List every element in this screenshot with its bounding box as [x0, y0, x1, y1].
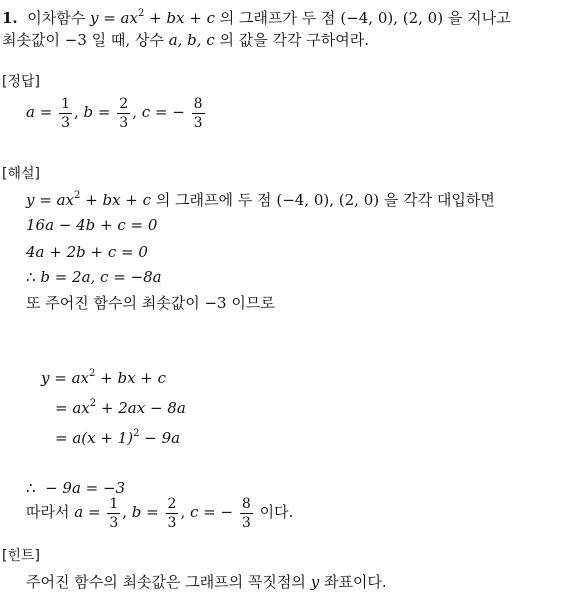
fraction: $\frac{8}{3}$ — [193, 95, 203, 131]
derivation-line-1: $y = ax^2$ + bx + c — [41, 368, 167, 387]
solution-equation-2: 4a + 2b + c = 0 — [26, 243, 148, 261]
problem-min-value: −3 — [64, 31, 87, 49]
hint-label: [힌트] — [2, 548, 40, 564]
problem-line-1 — [2, 8, 511, 28]
problem-equation: $y = ax^2$ + bx + c — [89, 8, 215, 27]
therefore-symbol: ∴ — [26, 479, 36, 497]
problem-text: 을 지나고 — [447, 9, 511, 27]
solution-label: [해설] — [2, 166, 40, 182]
fraction: $\frac{8}{3}$ — [241, 495, 251, 531]
solution-equation-1: 16a − 4b + c = 0 — [26, 216, 158, 234]
answer-label: [정답] — [2, 74, 40, 90]
problem-text: 최솟값이 — [2, 31, 60, 49]
derivation-line-2: = $ax^2 + 2ax - 8a$ — [55, 398, 186, 417]
solution-line-5: 또 주어진 함수의 최솟값이 −3 이므로 — [26, 294, 275, 312]
problem-points: (−4, 0), (2, 0) — [340, 9, 444, 27]
fraction: $\frac{2}{3}$ — [167, 495, 177, 531]
problem-text: 일 때, 상수 — [91, 31, 164, 49]
problem-text: 이차함수 — [27, 9, 86, 27]
derivation-line-3: = $a(x + 1)^2 - 9a$ — [55, 428, 181, 447]
solution-line-4: ∴ b = 2a, c = −8a — [26, 268, 162, 286]
problem-number: 1. — [2, 9, 18, 27]
fraction: $\frac{2}{3}$ — [119, 95, 129, 131]
solution-line-1: $y = ax^2$ + bx + c 의 그래프에 두 점 (−4, 0), (2, 0) 을 각각 대입하면 — [26, 190, 495, 209]
problem-text: 의 그래프가 두 점 — [219, 9, 336, 27]
fraction: $\frac{1}{3}$ — [61, 95, 70, 131]
therefore-symbol: ∴ — [26, 268, 36, 286]
problem-text: 의 값을 각각 구하여라. — [219, 31, 369, 49]
hint-text: 주어진 함수의 최솟값은 그래프의 꼭짓점의 y 좌표이다. — [26, 573, 387, 591]
solution-line-6: ∴ − 9a = −3 — [26, 479, 126, 497]
solution-final: 따라서 a = $\frac{1}{3}$ , b = $\frac{2}{3}$ , c = − $\frac{8}{3}$ 이다. — [26, 495, 294, 531]
answer-values: a = $\frac{1}{3}$ , b = $\frac{2}{3}$ , c = − $\frac{8}{3}$ — [26, 95, 203, 131]
problem-vars: a, b, c — [168, 31, 215, 49]
fraction: $\frac{1}{3}$ — [109, 495, 119, 531]
problem-line-2 — [2, 30, 369, 50]
